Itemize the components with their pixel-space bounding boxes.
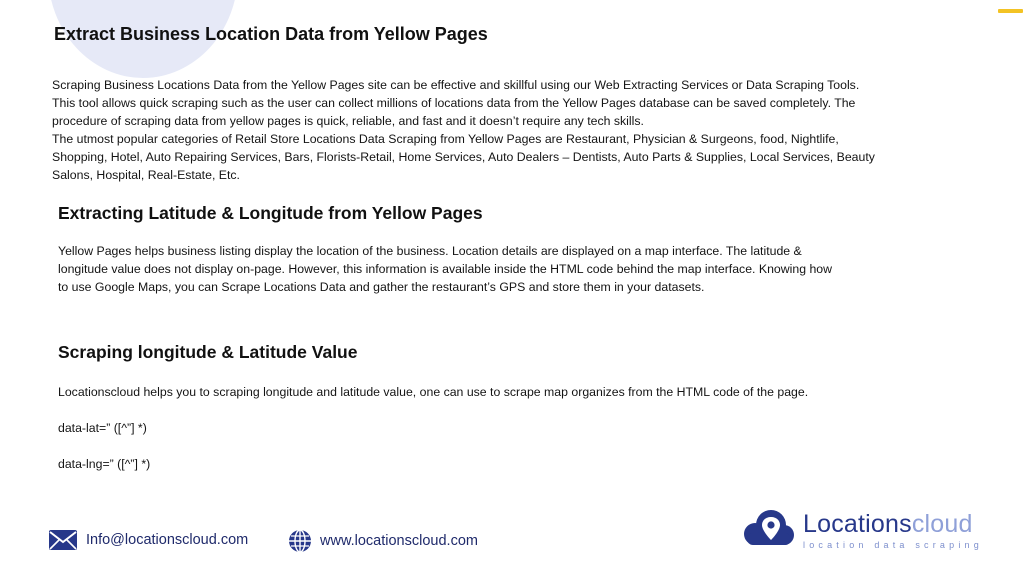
logo-name-bold: Locations (803, 509, 912, 538)
website-text[interactable]: www.locationscloud.com (320, 533, 478, 549)
intro-line: Scraping Business Locations Data from the Yellow Pages site can be effective and skillful using our Web Extracting Services or Data Scraping Tools. (52, 78, 860, 92)
section-paragraph-lat-long (58, 242, 938, 296)
intro-line: Salons, Hospital, Real-Estate, Etc. (52, 168, 240, 182)
intro-paragraph (52, 76, 962, 184)
section-line: Yellow Pages helps business listing display the location of the business. Location details are displayed on a map interface. The latitude & (58, 244, 802, 258)
logo-name (803, 511, 983, 537)
section-paragraph-scraping-value: Locationscloud helps you to scraping longitude and latitude value, one can use to scrape map organizes from the HTML code of the page. (58, 385, 809, 399)
logo-name-light: cloud (911, 509, 973, 538)
cloud-pin-logo-icon (741, 509, 795, 551)
footer-email[interactable] (48, 529, 248, 551)
intro-line: This tool allows quick scraping such as the user can collect millions of locations data from the Yellow Pages database can be saved completely. The (52, 96, 856, 110)
locationscloud-logo[interactable] (741, 509, 983, 551)
decorative-yellow-dash (998, 9, 1023, 13)
envelope-icon (48, 529, 78, 551)
section-line: to use Google Maps, you can Scrape Locations Data and gather the restaurant’s GPS and store them in your datasets. (58, 280, 705, 294)
page-title: Extract Business Location Data from Yellow Pages (54, 24, 488, 44)
section-line: longitude value does not display on-page. However, this information is available inside the HTML code behind the map interface. Knowing how (58, 262, 833, 276)
logo-tagline: location data scraping (803, 539, 983, 550)
section-heading-scraping-value: Scraping longitude & Latitude Value (58, 342, 358, 362)
intro-line: Shopping, Hotel, Auto Repairing Services, Bars, Florists-Retail, Home Services, Auto Dealers – Dentists, Auto Parts & Supplies, Local Services, Beauty (52, 150, 875, 164)
code-snippet-lng: data-lng=” ([^”] *) (58, 457, 151, 471)
code-snippet-lat: data-lat=” ([^”] *) (58, 421, 147, 435)
intro-line: The utmost popular categories of Retail Store Locations Data Scraping from Yellow Pages are Restaurant, Physician & Surgeons, food, Nightlife, (52, 132, 839, 146)
intro-line: procedure of scraping data from yellow pages is quick, reliable, and fast and it doesn’t require any tech skills. (52, 114, 644, 128)
email-text[interactable]: Info@locationscloud.com (86, 532, 249, 548)
globe-icon (288, 529, 312, 553)
section-heading-lat-long: Extracting Latitude & Longitude from Yellow Pages (58, 203, 483, 223)
footer-website[interactable] (288, 529, 478, 553)
